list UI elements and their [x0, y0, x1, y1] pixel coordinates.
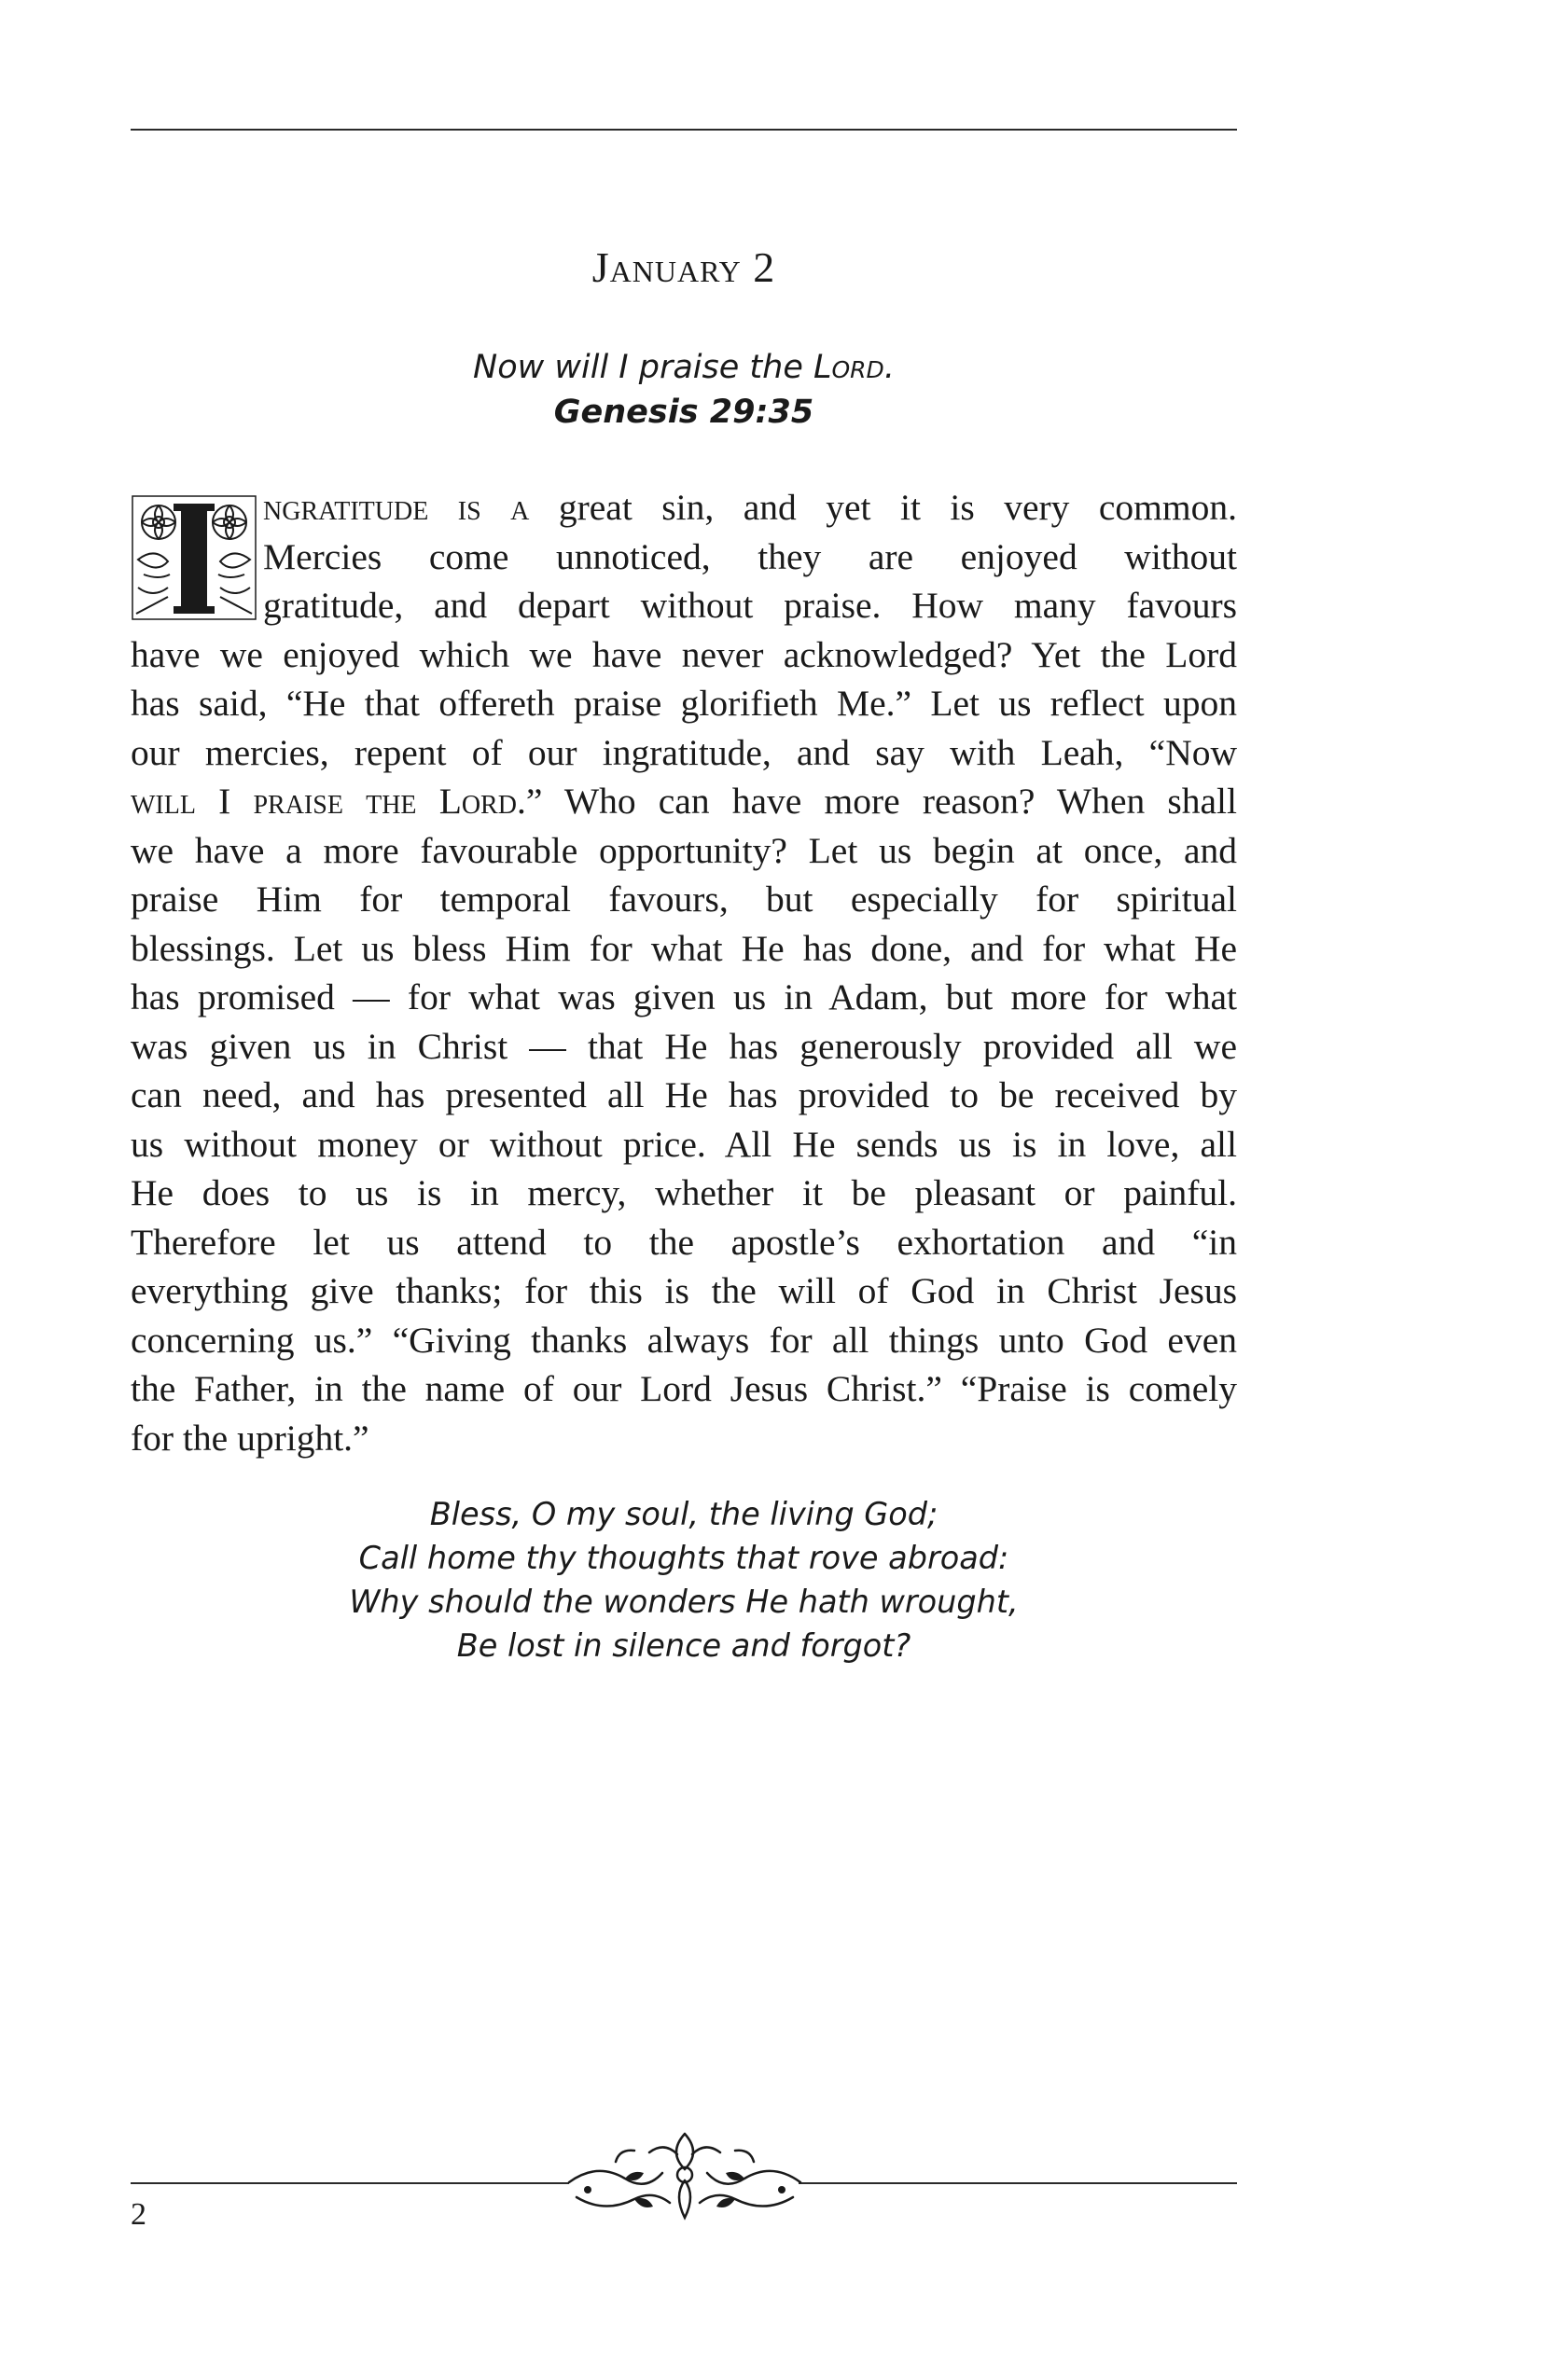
body-line — [131, 777, 1237, 826]
bottom-rule-left — [131, 2182, 569, 2184]
verse-text-start: Now will I praise the — [473, 349, 813, 386]
page-number: 2 — [131, 2197, 146, 2232]
body-line: He does to us is in mercy, whether it be pleasant or painful. — [131, 1172, 1237, 1213]
verse-text-end: . — [883, 349, 895, 386]
small-caps-opening: ngratitude is a — [263, 487, 530, 528]
small-caps-quote: will I praise the Lord — [131, 781, 517, 822]
body-line: have we enjoyed which we have never acknowledged? Yet the Lord — [131, 633, 1237, 675]
body-line: gratitude, and depart without praise. How many favours — [263, 585, 1237, 626]
body-line: the Father, in the name of our Lord Jesus Christ.” “Praise is comely — [131, 1368, 1237, 1409]
body-line: us without money or without price. All He sends us is in love, all — [131, 1123, 1237, 1165]
verse-text-lord: Lord — [813, 349, 884, 386]
hymn-line: Why should the wonders He hath wrought, — [349, 1584, 1019, 1620]
hymn-verse — [131, 1492, 1237, 1667]
scripture-verse — [131, 345, 1237, 435]
verse-text — [473, 349, 895, 386]
top-rule — [131, 129, 1237, 131]
page-title: January 2 — [591, 243, 776, 291]
body-line: our mercies, repent of our ingratitude, and say with Leah, “Now — [131, 731, 1237, 773]
body-line: Therefore let us attend to the apostle’s exhortation and “in — [131, 1221, 1237, 1263]
body-line: everything give thanks; for this is the will of God in Christ Jesus — [131, 1270, 1237, 1311]
body-line: Mercies come unnoticed, they are enjoyed without — [263, 535, 1237, 577]
body-line: can need, and has presented all He has provided to be received by — [131, 1074, 1237, 1115]
body-line: we have a more favourable opportunity? Let us begin at once, and — [131, 829, 1237, 871]
body-line: has promised — for what was given us in Adam, but more for what — [131, 976, 1237, 1017]
body-line: was given us in Christ — that He has generously provided all we — [131, 1025, 1237, 1067]
hymn-line: Call home thy thoughts that rove abroad: — [358, 1540, 1009, 1576]
body-line: for the upright.” — [131, 1417, 369, 1459]
floral-scroll-ornament-icon — [560, 2124, 810, 2229]
devotional-body — [131, 483, 1237, 1462]
verse-reference: Genesis 29:35 — [553, 394, 814, 431]
hymn-line: Bless, O my soul, the living God; — [429, 1496, 938, 1532]
body-line-text: .” Who can have more reason? When shall — [516, 781, 1237, 822]
body-line — [131, 483, 1237, 533]
bottom-rule-right — [799, 2182, 1237, 2184]
body-line: has said, “He that offereth praise glorifieth Me.” Let us reflect upon — [131, 683, 1237, 724]
body-line: praise Him for temporal favours, but especially for spiritual — [131, 879, 1237, 920]
body-line: blessings. Let us bless Him for what He has done, and for what He — [131, 927, 1237, 969]
body-line: concerning us.” “Giving thanks always for all things unto God even — [131, 1319, 1237, 1361]
body-line-text: great sin, and yet it is very common. — [529, 487, 1237, 528]
hymn-line: Be lost in silence and forgot? — [456, 1627, 911, 1664]
